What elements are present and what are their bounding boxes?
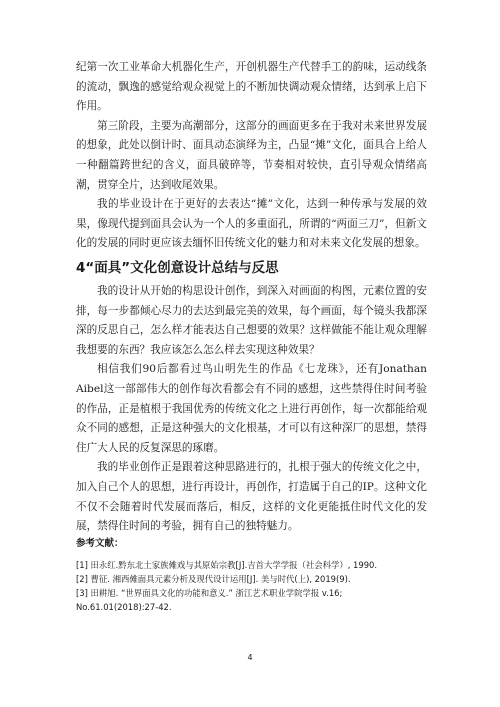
body-text-top (76, 58, 427, 254)
section-summary (76, 258, 427, 537)
paragraph-inspiration: 相信我们90后都看过鸟山明先生的作品《七龙珠》，还有Jonathan Aibel这一部部伟大的创作每次看都会有不同的感想，这些禁得住时间考验的作品，正是植根于我国优秀的传统文化之上进行再创作，每一次都能给观众不同的感想，正是这种强大的文化根基，才可以有这种深厂的思想，禁得住广大人民的反复深思的琢磨。 (76, 363, 427, 454)
page-number: 4 (247, 653, 253, 662)
references-title: 参考文献： (76, 538, 124, 549)
reference-item: [2] 曹征. 湘西傩面具元素分析及现代设计运用[J]. 美与时代(上), 2019(9). (76, 574, 351, 584)
reference-item: [3] 田耕旭. “世界面具文化的功能和意义.” 浙江艺术职业学院学报 v.16; No.61.01(2018):27-42. (76, 588, 343, 612)
paragraph-design-process: 我的设计从开始的构思设计创作，到深入对画面的构图，元素位置的安排，每一步都倾心尽力的去达到最完美的效果，每个画面，每个镜头我都深深的反思自己，怎么样才能表达自己想要的效果？这样做能不能让观众理解我想要的东西？我应该怎么怎么样去实现这种效果？ (76, 285, 427, 356)
paragraph-conclusion: 我的毕业创作正是跟着这种思路进行的，扎根于强大的传统文化之中，加入自己个人的思想，进行再设计，再创作，打造属于自己的IP。这种文化不仅不会随着时代发展而落后，相反，这样的文化更能抵住时代文化的发展，禁得住时间的考验，拥有自己的独特魅力。 (76, 461, 427, 533)
paragraph-stage-three: 第三阶段，主要为高潮部分，这部分的画面更多在于我对未来世界发展的想象，此处以倒计时、面具动态演绎为主，凸显“摊”文化，面具合上给人一种翻篇跨世纪的含义，面具破碎等，节奏相对较快，直引导观众情绪高潮，贯穿全片，达到收尾效果。 (76, 119, 427, 191)
intro-paragraph: 纪第一次工业革命大机器化生产，开创机器生产代替手工的韵味，运动线条的流动，飘逸的感觉给观众视觉上的不断加快调动观众情绪，达到承上启下作用。 (76, 61, 427, 113)
section-heading: 4“面具”文化创意设计总结与反思 (76, 260, 279, 276)
paragraph-design-goal: 我的毕业设计在于更好的去表达“摊”文化，达到一种传承与发展的效果，像现代提到面具会认为一个人的多重面孔，所谓的“两面三刀”，但新文化的发展的同时更应该去缅怀旧传统文化的魅力和对未来文化发展的想象。 (76, 198, 427, 250)
references (76, 537, 427, 614)
reference-item: [1] 田永红.黔东北土家族傩戏与其原始宗教[J].吉首大学学报（社会科学）, 1990. (76, 560, 378, 570)
